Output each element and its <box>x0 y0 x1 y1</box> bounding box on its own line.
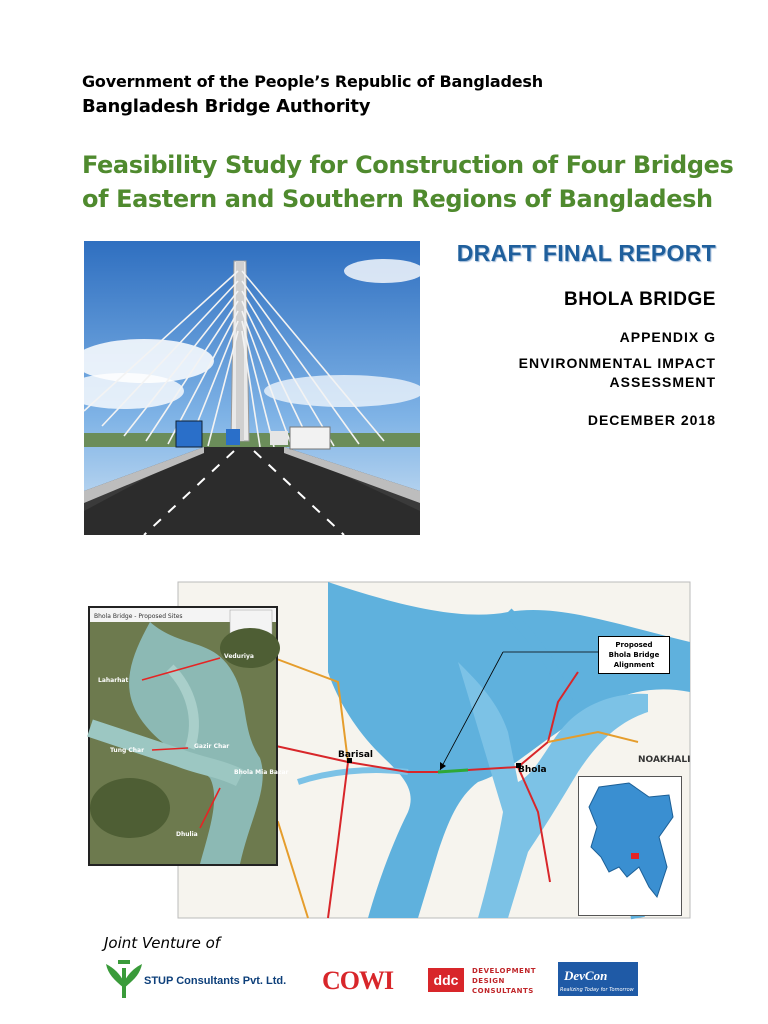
callout-line-1: Proposed <box>615 641 653 649</box>
ddc-logo-mark: ddc <box>428 968 464 992</box>
alignment-callout <box>598 636 670 674</box>
report-type: DRAFT FINAL REPORT <box>456 240 716 266</box>
report-date: DECEMBER 2018 <box>587 412 716 428</box>
cowi-logo: COWI <box>322 966 394 995</box>
study-title: Feasibility Study for Construction of Four Bridges of Eastern and Southern Regions of Bangladesh <box>82 151 734 213</box>
authority-heading: Bangladesh Bridge Authority <box>82 96 371 117</box>
ddc-line-1: DEVELOPMENT <box>472 967 536 975</box>
map-label-barisal: Barisal <box>338 750 373 760</box>
proposed-sites-inset <box>88 606 289 866</box>
callout-line-2: Bhola Bridge <box>608 651 660 659</box>
ddc-line-2: DESIGN <box>472 977 505 985</box>
devcon-name: DevCon <box>564 968 608 983</box>
subject-line-1: ENVIRONMENTAL IMPACT <box>518 355 716 371</box>
ddc-line-3: CONSULTANTS <box>472 987 534 995</box>
inset-title: Bhola Bridge - Proposed Sites <box>94 613 183 620</box>
site-label-dhulia: Dhulia <box>176 831 198 838</box>
bangladesh-country-inset <box>578 776 682 916</box>
site-label-tung-char: Tung Char <box>110 747 145 754</box>
site-label-veduriya: Veduriya <box>224 653 254 660</box>
site-label-laharhat: Laharhat <box>98 677 129 684</box>
joint-venture-label: Joint Venture of <box>104 934 221 952</box>
devcon-tagline: Realizing Today for Tomorrow <box>560 987 634 993</box>
subject-line-2: ASSESSMENT <box>609 374 716 390</box>
callout-line-3: Alignment <box>613 661 655 669</box>
site-label-gazir-char: Gazir Char <box>194 743 230 750</box>
stup-name: STUP Consultants Pvt. Ltd. <box>144 975 287 987</box>
site-label-bhola-mia-bazar: Bhola Mia Bazar <box>234 769 289 776</box>
bridge-photo <box>84 241 420 535</box>
bridge-name: BHOLA BRIDGE <box>563 289 716 310</box>
appendix-label: APPENDIX G <box>619 329 716 345</box>
government-heading: Government of the People’s Republic of Bangladesh <box>82 72 543 91</box>
map-label-noakhali: NOAKHALI <box>638 755 691 765</box>
stup-logo <box>104 958 144 1007</box>
map-label-bhola: Bhola <box>518 765 547 775</box>
